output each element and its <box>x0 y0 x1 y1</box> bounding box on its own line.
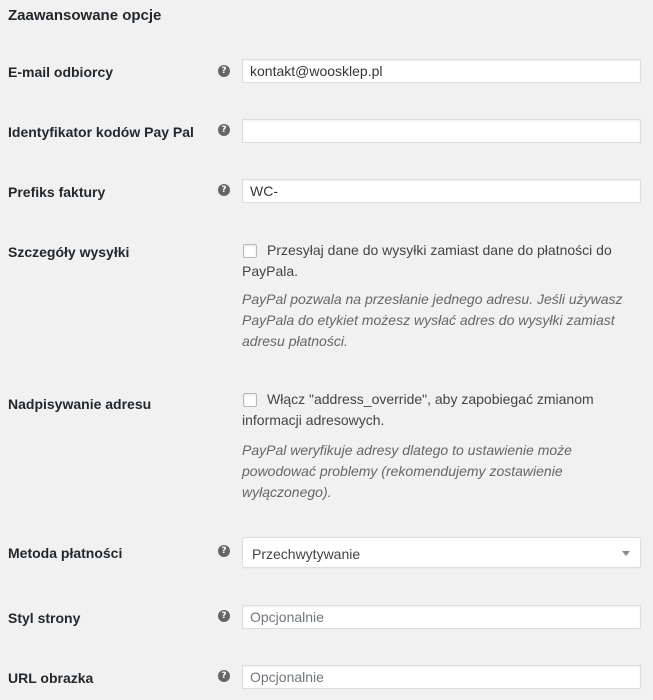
email-label: E-mail odbiorcy <box>8 64 114 80</box>
identity-token-input[interactable] <box>242 119 641 143</box>
section-title: Zaawansowane opcje <box>8 7 162 24</box>
help-icon[interactable]: ? <box>218 545 230 557</box>
image-url-input[interactable] <box>242 665 641 689</box>
address-override-checkbox-label: Włącz "address_override", aby zapobiegać zmianom informacji adresowych. <box>242 391 594 428</box>
help-icon[interactable]: ? <box>218 65 230 77</box>
help-icon[interactable]: ? <box>218 124 230 136</box>
help-icon[interactable]: ? <box>218 184 230 196</box>
help-icon[interactable]: ? <box>218 670 230 682</box>
email-input[interactable] <box>242 59 641 83</box>
shipping-details-checkbox-label: Przesyłaj dane do wysyłki zamiast dane do płatności do PayPala. <box>242 242 612 279</box>
invoice-prefix-label: Prefiks faktury <box>8 184 106 200</box>
invoice-prefix-input[interactable] <box>242 179 641 203</box>
image-url-label: URL obrazka <box>8 670 94 686</box>
shipping-details-description: PayPal pozwala na przesłanie jednego adresu. Jeśli używasz PayPala do etykiet możesz wysłać adres do wysyłki zamiast adresu płatności. <box>242 291 623 349</box>
address-override-description: PayPal weryfikuje adresy dlatego to ustawienie może powodować problemy (rekomendujemy zostawienie wyłączonego). <box>242 442 572 500</box>
address-override-label: Nadpisywanie adresu <box>8 396 152 412</box>
help-icon[interactable]: ? <box>218 610 230 622</box>
payment-action-label: Metoda płatności <box>8 545 123 561</box>
payment-action-select[interactable] <box>242 537 641 568</box>
payment-action-selected: Przechwytywanie <box>252 546 361 562</box>
page-style-label: Styl strony <box>8 610 81 626</box>
caret-down-icon <box>622 551 630 556</box>
shipping-details-label: Szczegóły wysyłki <box>8 244 130 260</box>
page-style-input[interactable] <box>242 605 641 629</box>
identity-token-label: Identyfikator kodów Pay Pal <box>8 124 194 140</box>
